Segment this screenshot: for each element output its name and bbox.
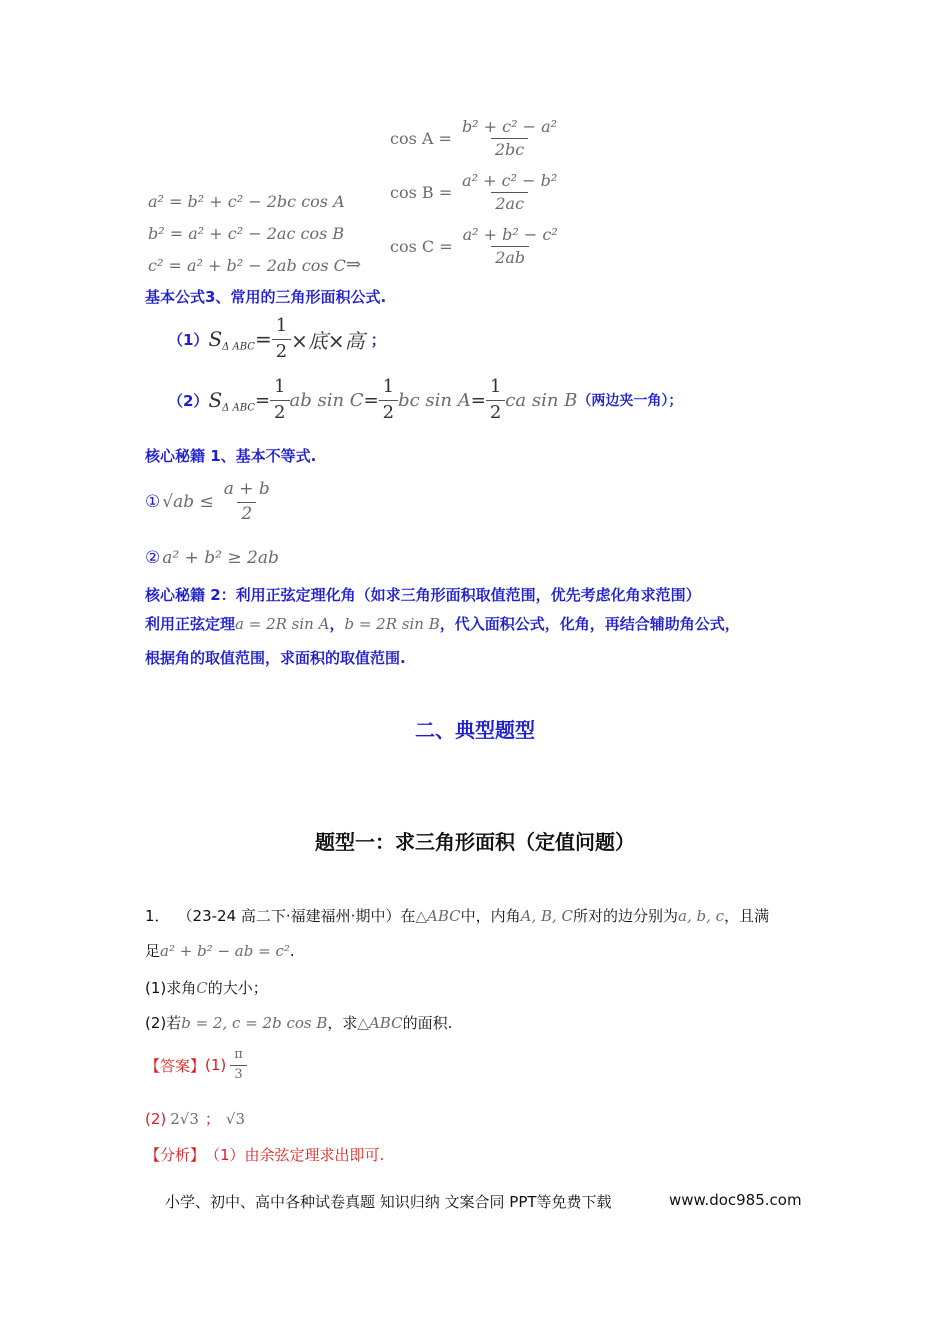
analysis-line [145, 1144, 384, 1165]
area2-half-1-den: 2 [270, 400, 289, 424]
area1-suffix: ； [370, 330, 386, 349]
answer-line-1 [145, 1048, 247, 1083]
question-2-condition: b = 2, c = 2b cos B [181, 1013, 328, 1032]
cos-b-numerator: a² + c² − b² [462, 171, 558, 190]
area2-note: （两边夹一角）； [577, 393, 683, 410]
answer-pi: π [234, 1047, 243, 1062]
area1-half-num: 1 [275, 315, 288, 336]
inequality-1-numerator: a + b [223, 479, 270, 499]
area2-part3: ca sin B [505, 389, 578, 411]
cos-b-formula [390, 172, 561, 214]
area1-rest: ×底×高 [291, 328, 365, 353]
inequality-2 [145, 548, 279, 568]
question-2-a: (2)若 [145, 1014, 182, 1032]
area1-prefix: （1） [168, 330, 209, 349]
cos-a-fraction [458, 118, 561, 160]
area2-half-1-num: 1 [274, 376, 286, 397]
area2-half-2-num: 1 [382, 376, 395, 397]
secret2-line1-c: ，代入面积公式，化角，再结合辅助角公式， [439, 615, 740, 633]
secret2-line1 [145, 613, 740, 634]
analysis-text: （1）由余弦定理求出即可. [205, 1146, 385, 1164]
area-formula-1 [168, 316, 386, 362]
inequality-1-mark: ① [145, 492, 161, 513]
implies-arrow: ⇒ [346, 254, 362, 275]
problem-line-1 [145, 905, 769, 926]
question-1 [145, 977, 268, 998]
area-formula-2 [168, 377, 682, 423]
secret2-sine-b: b = 2R sin B [344, 614, 440, 633]
question-2-c: 的面积. [402, 1014, 453, 1032]
problem-angles: A, B, C [520, 906, 574, 925]
law-of-cosines-2: b² = a² + c² − 2ac cos B [148, 224, 345, 243]
inequality-1-left: √ab ≤ [162, 492, 214, 513]
answer-value-3: √3 [225, 1109, 246, 1128]
answer-label: 【答案】 [145, 1056, 206, 1075]
section-title: 二、典型题型 [415, 718, 535, 742]
area2-subscript: Δ ABC [222, 402, 255, 414]
cos-a-numerator: b² + c² − a² [461, 117, 558, 136]
secret2-line2: 根据角的取值范围，求面积的取值范围. [145, 649, 406, 667]
area2-part1: ab sin C [289, 389, 364, 411]
area2-half-2-den: 2 [379, 400, 398, 424]
area2-half-3-num: 1 [489, 376, 502, 397]
cos-c-denominator: 2ab [491, 246, 529, 267]
area2-half-1 [270, 377, 289, 423]
answer-pi-over-3 [230, 1048, 247, 1083]
cos-a-denominator: 2bc [491, 138, 528, 159]
answer-three: 3 [230, 1065, 246, 1083]
problem-text2: 所对的边分别为 [573, 907, 679, 925]
area2-eq2: = [363, 389, 379, 411]
area2-s [208, 388, 255, 412]
inequality-2-mark: ② [145, 548, 161, 568]
cos-a-left: cos A = [390, 129, 452, 149]
secret1-heading: 核心秘籍 1、基本不等式. [145, 447, 317, 465]
answer-part2: (2) [145, 1109, 167, 1128]
secret2-line1-b: ， [329, 615, 345, 633]
problem-text5: . [289, 941, 295, 960]
inequality-2-expr: a² + b² ≥ 2ab [162, 548, 279, 568]
answer-value-2: 2√3 [170, 1109, 199, 1128]
problem-text3: ，且满 [724, 907, 770, 925]
question-2 [145, 1012, 452, 1033]
question-1-b: 的大小； [207, 979, 268, 997]
inequality-1-denominator: 2 [237, 502, 256, 525]
area2-part2: bc sin A [398, 389, 471, 411]
cos-c-left: cos C = [390, 237, 453, 257]
cos-a-formula [390, 118, 561, 160]
area2-half-3 [486, 377, 505, 423]
problem-text4: 足 [145, 942, 161, 960]
problem-source: （23-24 高二下·福建福州·期中）在 [177, 907, 416, 925]
cos-b-left: cos B = [390, 183, 453, 203]
secret2-line1-a: 利用正弦定理 [145, 615, 236, 633]
problem-line-2 [145, 940, 295, 961]
question-1-angle: C [196, 978, 208, 997]
inequality-1-fraction [220, 480, 274, 524]
area2-s-letter: S [208, 388, 223, 413]
footer-left: 小学、初中、高中各种试卷真题 知识归纳 文案合同 PPT等免费下载 [165, 1193, 612, 1211]
footer-right[interactable]: www.doc985.com [669, 1191, 802, 1209]
area1-equals: = [254, 327, 272, 352]
cos-c-formula [390, 226, 562, 268]
area2-eq3: = [470, 389, 486, 411]
question-2-b: ，求 [327, 1014, 358, 1032]
type-title: 题型一：求三角形面积（定值问题） [315, 830, 635, 854]
secret2-heading: 核心秘籍 2：利用正弦定理化角（如求三角形面积取值范围，优先考虑化角求范围） [145, 586, 701, 604]
area1-half-den: 2 [272, 339, 291, 363]
question-2-triangle: △ABC [357, 1013, 403, 1032]
area2-half-3-den: 2 [486, 400, 505, 424]
problem-text1: 中，内角 [460, 907, 521, 925]
problem-condition: a² + b² − ab = c² [160, 941, 290, 960]
cos-b-denominator: 2ac [491, 192, 528, 213]
cos-c-numerator: a² + b² − c² [462, 225, 558, 244]
inequality-1 [145, 480, 274, 524]
formula3-heading: 基本公式3、常用的三角形面积公式. [145, 288, 387, 306]
answer-line-2 [145, 1108, 245, 1129]
cos-c-fraction [459, 226, 562, 268]
area2-half-2 [379, 377, 398, 423]
area2-prefix: （2） [168, 391, 209, 410]
problem-sides: a, b, c [678, 906, 725, 925]
analysis-label: 【分析】 [145, 1146, 206, 1164]
problem-triangle: △ABC [415, 906, 461, 925]
answer-part1: (1) [205, 1056, 227, 1075]
area1-s [208, 327, 255, 351]
question-1-a: (1)求角 [145, 979, 197, 997]
problem-number: 1． [145, 907, 170, 925]
area2-eq1: = [254, 389, 271, 411]
cos-b-fraction [458, 172, 561, 214]
law-of-cosines-3: c² = a² + b² − 2ab cos C [148, 256, 346, 275]
area1-half [272, 316, 291, 362]
secret2-sine-a: a = 2R sin A [235, 614, 330, 633]
answer-separator: ； [204, 1110, 220, 1128]
area1-s-letter: S [208, 327, 223, 352]
area1-subscript: Δ ABC [222, 341, 255, 353]
law-of-cosines-1: a² = b² + c² − 2bc cos A [148, 192, 345, 211]
